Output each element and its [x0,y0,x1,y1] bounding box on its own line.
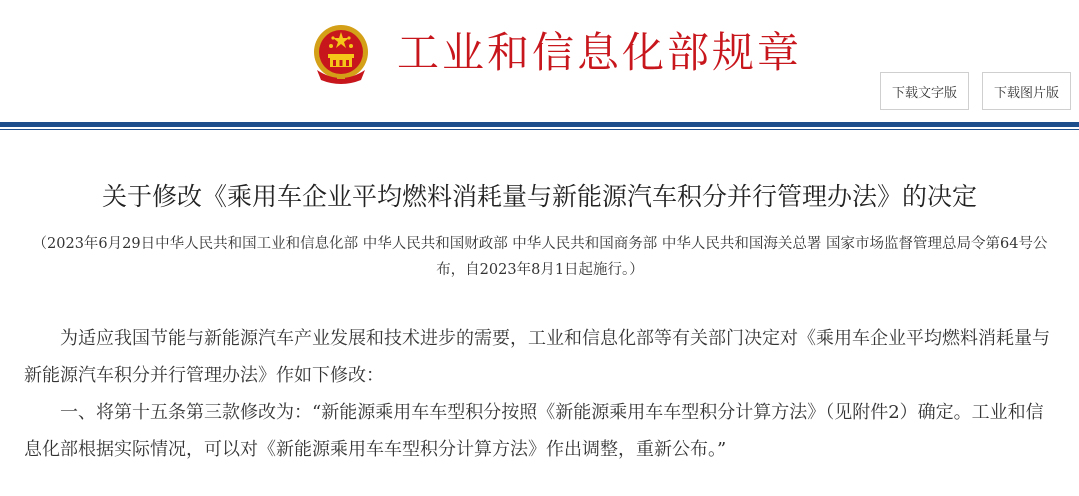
page-header [0,0,1079,122]
issuance-note: （2023年6月29日中华人民共和国工业和信息化部 中华人民共和国财政部 中华人民共和国商务部 中华人民共和国海关总署 国家市场监督管理总局令第64号公布，自2023年8月1日起施行。） [32,236,1048,278]
body-paragraph: 为适应我国节能与新能源汽车产业发展和技术进步的需要，工业和信息化部等有关部门决定对《乘用车企业平均燃料消耗量与新能源汽车积分并行管理办法》作如下修改： [24,328,1050,386]
site-title: 工业和信息化部规章 [397,28,803,77]
header-divider-thin [0,129,1079,130]
document-title: 关于修改《乘用车企业平均燃料消耗量与新能源汽车积分并行管理办法》的决定 [101,182,977,211]
download-text-button[interactable]: 下载文字版 [880,72,969,110]
body-paragraph: 一、将第十五条第三款修改为：“新能源乘用车车型积分按照《新能源乘用车车型积分计算方法》（见附件2）确定。工业和信息化部根据实际情况，可以对《新能源乘用车车型积分计算方法》作出调整，重新公布。” [24,402,1044,460]
document-body [24,320,1059,468]
national-emblem-icon [309,22,373,88]
header-divider [0,122,1079,127]
download-image-button[interactable]: 下载图片版 [982,72,1071,110]
